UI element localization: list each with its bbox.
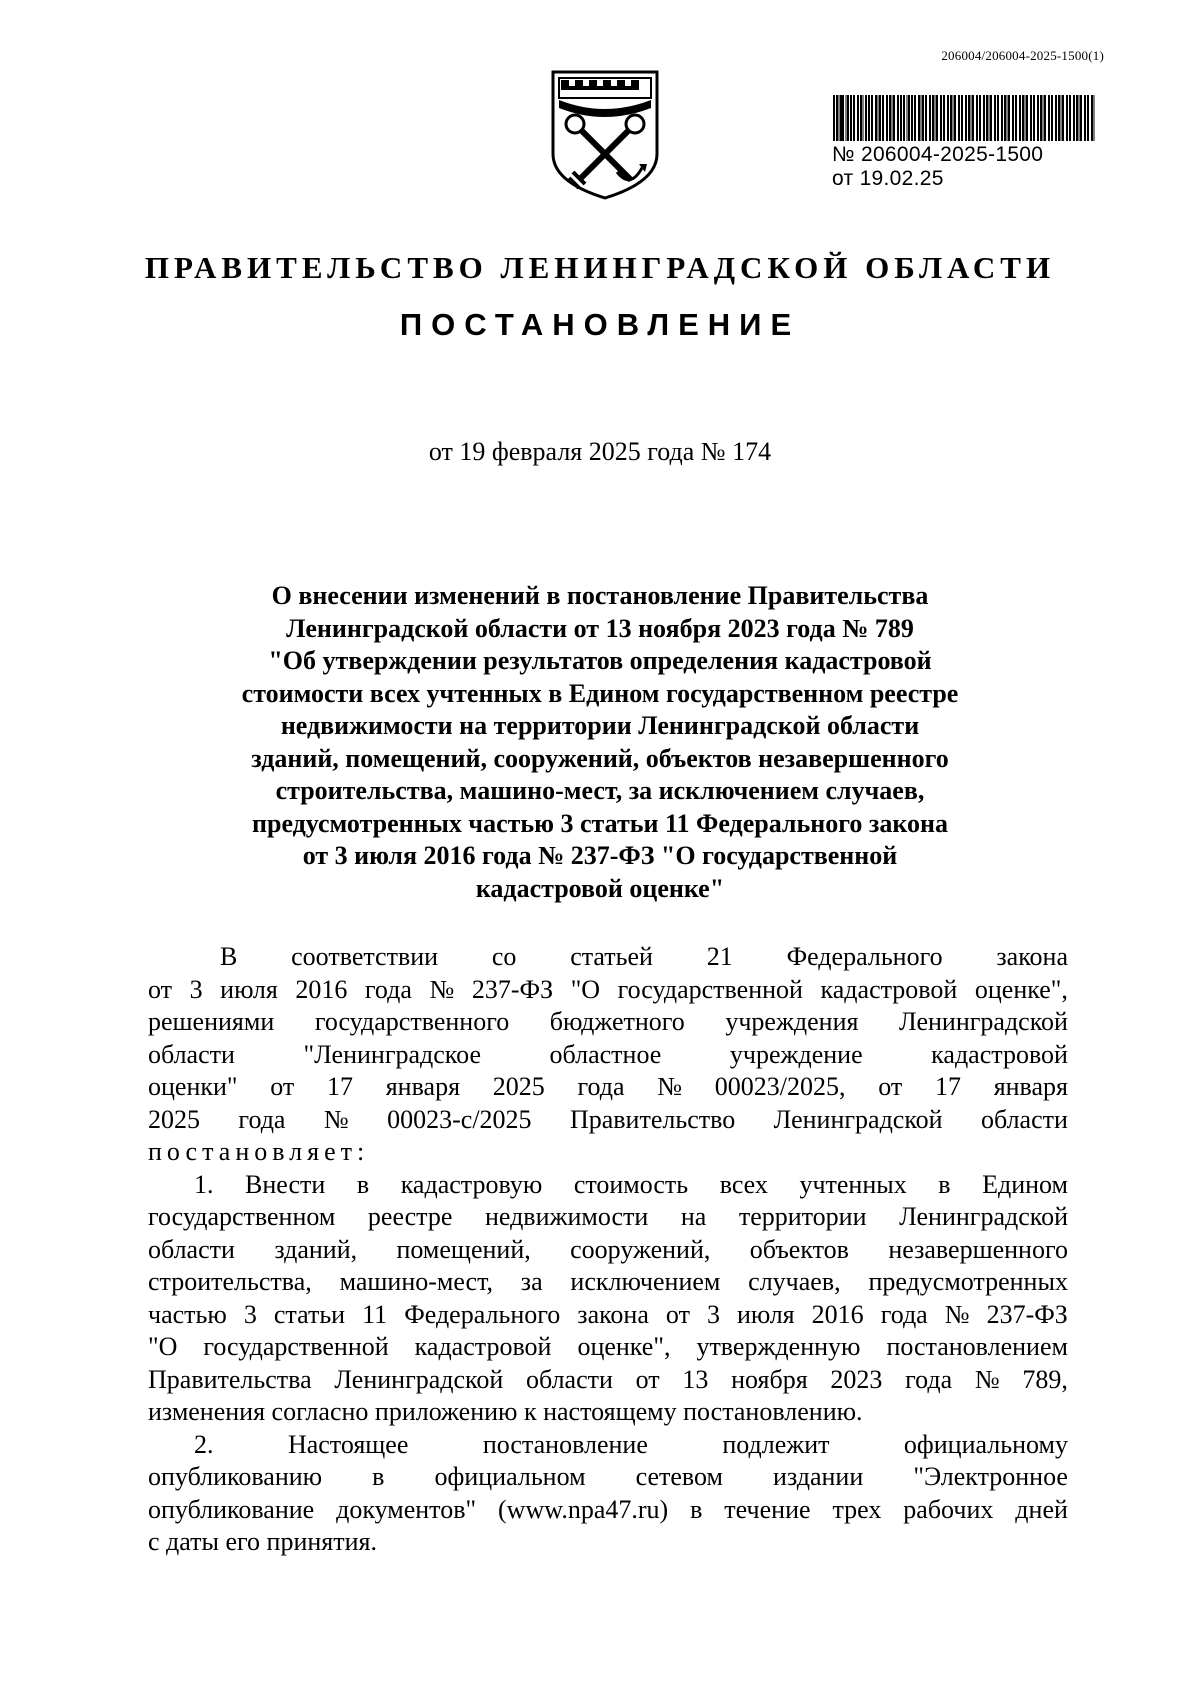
word: Ленинградской	[334, 1364, 504, 1394]
word: Ленинградской	[773, 1104, 943, 1134]
paragraph-last-line: с даты его принятия.	[148, 1527, 377, 1556]
paragraph-line	[148, 974, 1068, 1007]
word: издании	[773, 1462, 864, 1491]
word: сооружений,	[570, 1234, 711, 1264]
word: года	[238, 1104, 286, 1134]
word: исключением	[570, 1267, 721, 1296]
word: кадастровую	[400, 1169, 543, 1199]
word: закона	[577, 1299, 649, 1329]
paragraph-last-line: изменения согласно приложению к настоящему постановлению.	[148, 1397, 863, 1426]
word: дней	[1015, 1494, 1068, 1524]
word: незавершенного	[888, 1234, 1068, 1264]
word: "Ленинградское	[303, 1039, 481, 1069]
word: частью	[148, 1299, 227, 1329]
word: 2023	[830, 1364, 883, 1394]
word: кадастровой	[931, 1039, 1068, 1069]
word: от	[878, 1072, 903, 1101]
word: утвержденную	[696, 1332, 861, 1361]
subject-line: "Об утверждении результатов определения кадастровой	[268, 646, 932, 675]
word: 3	[243, 1299, 257, 1329]
subject-line: зданий, помещений, сооружений, объектов незавершенного	[251, 743, 949, 773]
word: области	[148, 1039, 235, 1069]
word: от	[270, 1072, 295, 1101]
paragraph-line	[148, 1494, 1068, 1527]
word: Правительство	[569, 1104, 736, 1134]
item-1-first-line	[148, 1169, 1068, 1202]
registration-number: № 206004-2025-1500	[832, 143, 1044, 166]
word: кадастровой	[820, 974, 958, 1004]
word: года	[905, 1364, 953, 1394]
document-date-number: от 19 февраля 2025 года № 174	[428, 437, 772, 466]
word: от	[665, 1299, 690, 1329]
word: года	[577, 1072, 625, 1101]
word: года	[880, 1299, 928, 1329]
subject-line: Ленинградской области от 13 ноября 2023 года № 789	[286, 613, 914, 643]
word: 237-ФЗ	[986, 1299, 1068, 1329]
subject-line: О внесении изменений в постановление Правительства	[271, 581, 929, 610]
word: января	[385, 1072, 461, 1101]
word: учтенных	[799, 1169, 907, 1199]
word: года	[364, 974, 412, 1004]
word: случаев,	[748, 1267, 841, 1296]
word: реестре	[367, 1202, 453, 1231]
subject-line: строительства, машино-мест, за исключением случаев,	[275, 776, 925, 805]
paragraph-line	[148, 1201, 1068, 1234]
word: июля	[220, 974, 278, 1004]
word: "О	[570, 974, 601, 1004]
word: 3	[189, 974, 203, 1004]
word: документов"	[336, 1494, 477, 1524]
word: Внести	[245, 1169, 326, 1199]
document-subject	[180, 580, 1020, 905]
document-code: 206004/206004-2025-1500(1)	[941, 48, 1104, 63]
word: Правительства	[148, 1364, 312, 1394]
word: 00023-с/2025	[387, 1104, 532, 1134]
word: №	[323, 1104, 349, 1134]
word: 237-ФЗ	[471, 974, 554, 1004]
word: государственной	[203, 1332, 389, 1361]
word: рабочих	[903, 1494, 994, 1524]
word: 3	[706, 1299, 720, 1329]
word: оценке",	[577, 1332, 671, 1361]
word: оценки"	[148, 1072, 238, 1101]
word: (www.npa47.ru)	[498, 1494, 669, 1524]
word: на	[680, 1202, 707, 1231]
word: машино-мест,	[339, 1267, 493, 1296]
word: предусмотренных	[868, 1267, 1068, 1296]
registration-block	[832, 95, 1096, 191]
word: недвижимости	[484, 1202, 649, 1231]
word: учреждение	[729, 1039, 863, 1069]
paragraph-line	[148, 1364, 1068, 1397]
word: зданий,	[274, 1234, 358, 1264]
word: областное	[549, 1039, 662, 1069]
word: опубликованию	[148, 1462, 323, 1491]
word: Едином	[982, 1169, 1068, 1199]
registration-date: от 19.02.25	[832, 167, 944, 190]
paragraph-line	[148, 1039, 1068, 1072]
barcode-icon	[832, 95, 1096, 141]
word: стоимость	[573, 1169, 689, 1199]
word: всех	[719, 1169, 768, 1199]
word: помещений,	[396, 1234, 531, 1264]
word: Федерального	[404, 1299, 561, 1329]
word: статьи	[273, 1299, 346, 1329]
paragraph-line	[148, 1234, 1068, 1267]
word: в	[938, 1169, 951, 1199]
word: 17	[327, 1072, 353, 1101]
document-body	[148, 941, 1068, 1559]
word: №	[944, 1299, 970, 1329]
item-2-first-line: 2. Настоящее постановление подлежит официальному	[194, 1429, 1068, 1459]
word: 17	[934, 1072, 961, 1101]
word: государственной	[617, 974, 803, 1004]
word: постановлением	[886, 1332, 1068, 1361]
word: строительства,	[148, 1267, 312, 1296]
word: течение	[724, 1494, 811, 1524]
word: опубликование	[148, 1494, 315, 1524]
subject-line: стоимости всех учтенных в Едином государственном реестре	[241, 678, 959, 708]
word: от	[148, 974, 173, 1004]
word: от	[635, 1364, 660, 1394]
word: января	[993, 1072, 1068, 1101]
word: области	[526, 1364, 613, 1394]
word: 2016	[295, 974, 348, 1004]
word: июля	[737, 1299, 795, 1329]
subject-line: предусмотренных частью 3 статьи 11 Федерального закона	[252, 808, 948, 838]
word: 2016	[811, 1299, 864, 1329]
word: области	[148, 1234, 235, 1264]
word: за	[520, 1267, 543, 1296]
preamble-first-line: В соответствии со статьей 21 Федерального закона	[220, 942, 1068, 971]
word: ноября	[731, 1364, 808, 1394]
word: 00023/2025,	[714, 1072, 846, 1101]
word: сетевом	[635, 1462, 723, 1491]
word: решениями	[148, 1007, 275, 1036]
paragraph-line	[148, 1006, 1068, 1039]
word: области	[981, 1104, 1068, 1134]
word: №	[657, 1072, 683, 1101]
paragraph-line	[148, 1461, 1068, 1494]
word: Ленинградской	[899, 1007, 1068, 1036]
word: №	[974, 1364, 1000, 1394]
word: государственного	[314, 1007, 510, 1036]
government-title: ПРАВИТЕЛЬСТВО ЛЕНИНГРАДСКОЙ ОБЛАСТИ	[144, 250, 1056, 285]
word: оценке",	[974, 974, 1068, 1004]
subject-line: недвижимости на территории Ленинградской области	[280, 711, 920, 740]
word: 2025	[148, 1104, 200, 1134]
paragraph-line	[148, 1266, 1068, 1299]
word: 11	[362, 1299, 388, 1329]
coat-of-arms-icon	[545, 68, 665, 200]
word: бюджетного	[549, 1007, 685, 1036]
word: в	[356, 1169, 370, 1199]
word: официальном	[434, 1462, 586, 1491]
subject-line: от 3 июля 2016 года № 237-ФЗ "О государственной	[302, 841, 898, 870]
word: территории	[738, 1202, 867, 1231]
word: 13	[682, 1364, 709, 1394]
word: "Электронное	[913, 1462, 1068, 1491]
word: трех	[832, 1494, 882, 1524]
word: кадастровой	[414, 1332, 552, 1361]
paragraph-line	[148, 1071, 1068, 1104]
word: 1.	[194, 1169, 214, 1199]
word: объектов	[749, 1234, 849, 1264]
word: государственном	[148, 1202, 336, 1231]
resolves-word: постановляет:	[148, 1137, 370, 1166]
word: "О	[148, 1332, 178, 1361]
word: в	[372, 1462, 385, 1491]
paragraph-line	[148, 1331, 1068, 1364]
word: 789,	[1022, 1364, 1068, 1394]
paragraph-line	[148, 1299, 1068, 1332]
word: №	[429, 974, 455, 1004]
document-type: ПОСТАНОВЛЕНИЕ	[399, 307, 801, 342]
word: в	[690, 1494, 703, 1524]
subject-line: кадастровой оценке"	[475, 873, 725, 903]
word: Ленинградской	[899, 1202, 1068, 1231]
word: учреждения	[725, 1007, 859, 1036]
word: 2025	[492, 1072, 545, 1101]
paragraph-line	[148, 1104, 1068, 1137]
